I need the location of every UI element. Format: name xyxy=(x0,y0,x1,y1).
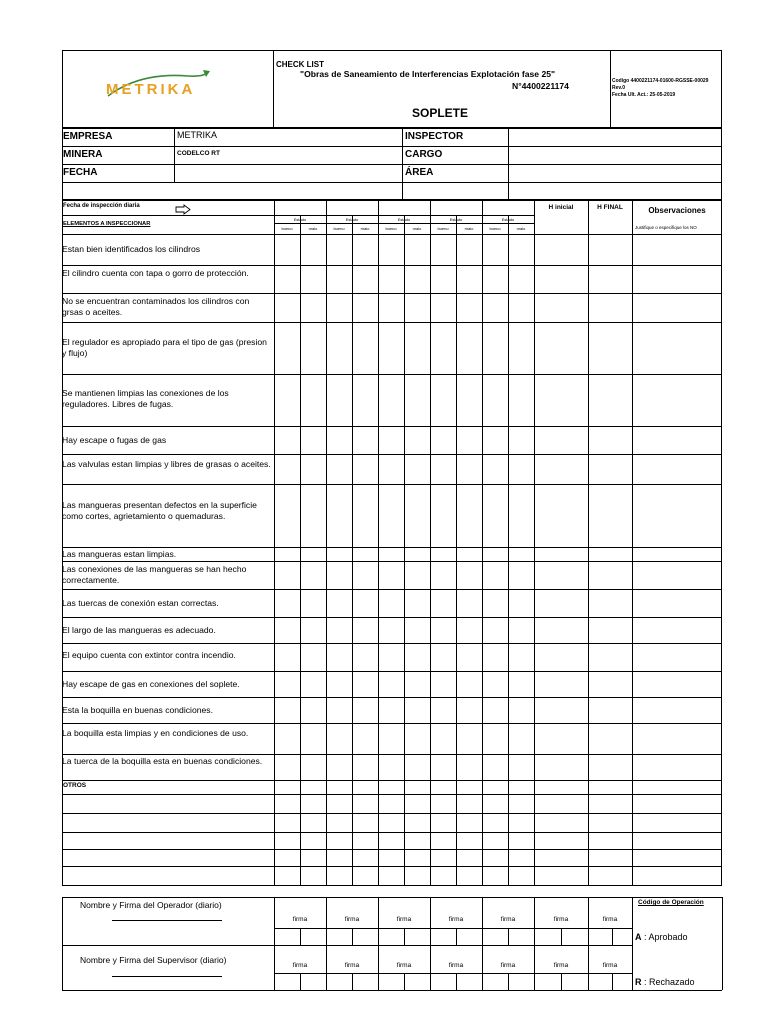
otros-label: OTROS xyxy=(63,782,87,789)
estado-label-2: Estado xyxy=(345,217,359,222)
firma-label: firma xyxy=(500,916,516,923)
item-4: El regulador es apropiado para el tipo de gas (presion y flujo) xyxy=(62,337,267,358)
item-10: Las conexiones de las mangueras se han hecho correctamente. xyxy=(62,564,247,585)
empresa-label: EMPRESA xyxy=(63,131,113,142)
malo-label-5: malo xyxy=(516,226,526,231)
estado-label-4: Estado xyxy=(449,217,463,222)
code-rejected xyxy=(635,977,695,987)
firma-label: firma xyxy=(553,916,569,923)
item-2: El cilindro cuenta con tapa o gorro de protección. xyxy=(62,268,249,278)
supervisor-signature-label: Nombre y Firma del Supervisor (diario) xyxy=(80,955,227,965)
item-3: No se encuentran contaminados los cilindros con grsas o aceites. xyxy=(62,296,250,317)
bueno-label-4: bueno xyxy=(437,226,449,231)
observaciones-label: Observaciones xyxy=(648,206,706,215)
operator-signature-line[interactable] xyxy=(112,920,222,921)
firma-label: firma xyxy=(553,962,569,969)
firma-label: firma xyxy=(396,962,412,969)
firma-label: firma xyxy=(292,962,308,969)
supervisor-signature-line[interactable] xyxy=(112,976,222,977)
code-approved xyxy=(635,932,688,942)
hfinal-label: H FINAL xyxy=(597,204,623,211)
item-16: La boquilla esta limpias y en condiciones de uso. xyxy=(62,728,249,738)
observaciones-sub: Justifique o especifique los NO xyxy=(635,225,697,230)
firma-label: firma xyxy=(602,962,618,969)
item-7: Las valvulas estan limpias y libres de grasas o aceites. xyxy=(62,459,271,469)
document-code: Codigo 4400221174-01600-RGSSE-00029 xyxy=(612,78,709,84)
item-9: Las mangueras estan limpias. xyxy=(62,549,177,559)
item-1: Estan bien identificados los cilindros xyxy=(62,244,201,254)
firma-label: firma xyxy=(500,962,516,969)
area-label: ÁREA xyxy=(405,167,434,178)
item-6: Hay escape o fugas de gas xyxy=(62,435,167,445)
estado-label-5: Estado xyxy=(501,217,515,222)
item-13: El equipo cuenta con extintor contra incendio. xyxy=(62,650,236,660)
logo-swoosh-icon xyxy=(100,66,220,106)
document-date: Fecha Ult. Act.: 25-05-2019 xyxy=(612,92,676,98)
bueno-label-5: bueno xyxy=(489,226,501,231)
fecha-label: FECHA xyxy=(63,167,98,178)
firma-label: firma xyxy=(292,916,308,923)
operator-signature-label: Nombre y Firma del Operador (diario) xyxy=(80,900,222,910)
firma-label: firma xyxy=(344,916,360,923)
code-approved-text: : Aprobado xyxy=(641,932,688,942)
empresa-value[interactable]: METRIKA xyxy=(177,130,218,140)
bueno-label-2: bueno xyxy=(333,226,345,231)
bueno-label-3: bueno xyxy=(385,226,397,231)
malo-label-2: malo xyxy=(360,226,370,231)
inspector-label: INSPECTOR xyxy=(405,131,464,142)
firma-label: firma xyxy=(344,962,360,969)
document-rev: Rev.0 xyxy=(612,85,625,91)
malo-label-4: malo xyxy=(464,226,474,231)
project-title: "Obras de Saneamiento de Interferencias Explotación fase 25" xyxy=(300,69,556,79)
arrow-right-icon xyxy=(175,202,191,220)
item-12: El largo de las mangueras es adecuado. xyxy=(62,625,216,635)
code-approved-letter: A xyxy=(635,932,642,942)
estado-label-1: Estado xyxy=(293,217,307,222)
minera-label: MINERA xyxy=(63,149,103,160)
code-rejected-letter: R xyxy=(635,977,642,987)
item-5: Se mantienen limpias las conexiones de los reguladores. Libres de fugas. xyxy=(62,388,229,409)
malo-label-1: malo xyxy=(308,226,318,231)
firma-label: firma xyxy=(448,916,464,923)
elements-label: ELEMENTOS A INSPECCIONAR xyxy=(63,221,151,227)
estado-label-3: Estado xyxy=(397,217,411,222)
minera-value[interactable]: CODELCO RT xyxy=(177,150,220,157)
daily-date-label: Fecha de inspección diaria xyxy=(63,203,140,209)
cargo-label: CARGO xyxy=(405,149,443,160)
item-8: Las mangueras presentan defectos en la superficie como cortes, agrietamiento o quemaduras. xyxy=(62,500,257,521)
malo-label-3: malo xyxy=(412,226,422,231)
code-rejected-text: : Rechazado xyxy=(641,977,695,987)
checklist-label: CHECK LIST xyxy=(276,60,324,69)
company-logo xyxy=(100,66,220,106)
form-title: SOPLETE xyxy=(412,106,469,120)
item-14: Hay escape de gas en conexiones del soplete. xyxy=(62,679,240,689)
hinicial-label: H inicial xyxy=(548,204,574,211)
contract-number: N°4400221174 xyxy=(512,81,569,91)
bueno-label-1: bueno xyxy=(281,226,293,231)
operation-code-title: Código de Operación xyxy=(638,899,704,906)
firma-label: firma xyxy=(396,916,412,923)
item-15: Esta la boquilla en buenas condiciones. xyxy=(62,705,213,715)
item-17: La tuerca de la boquilla esta en buenas condiciones. xyxy=(62,756,263,766)
firma-label: firma xyxy=(448,962,464,969)
firma-label: firma xyxy=(602,916,618,923)
item-11: Las tuercas de conexión estan correctas. xyxy=(62,598,219,608)
logo-text: METRIKA xyxy=(106,81,196,98)
